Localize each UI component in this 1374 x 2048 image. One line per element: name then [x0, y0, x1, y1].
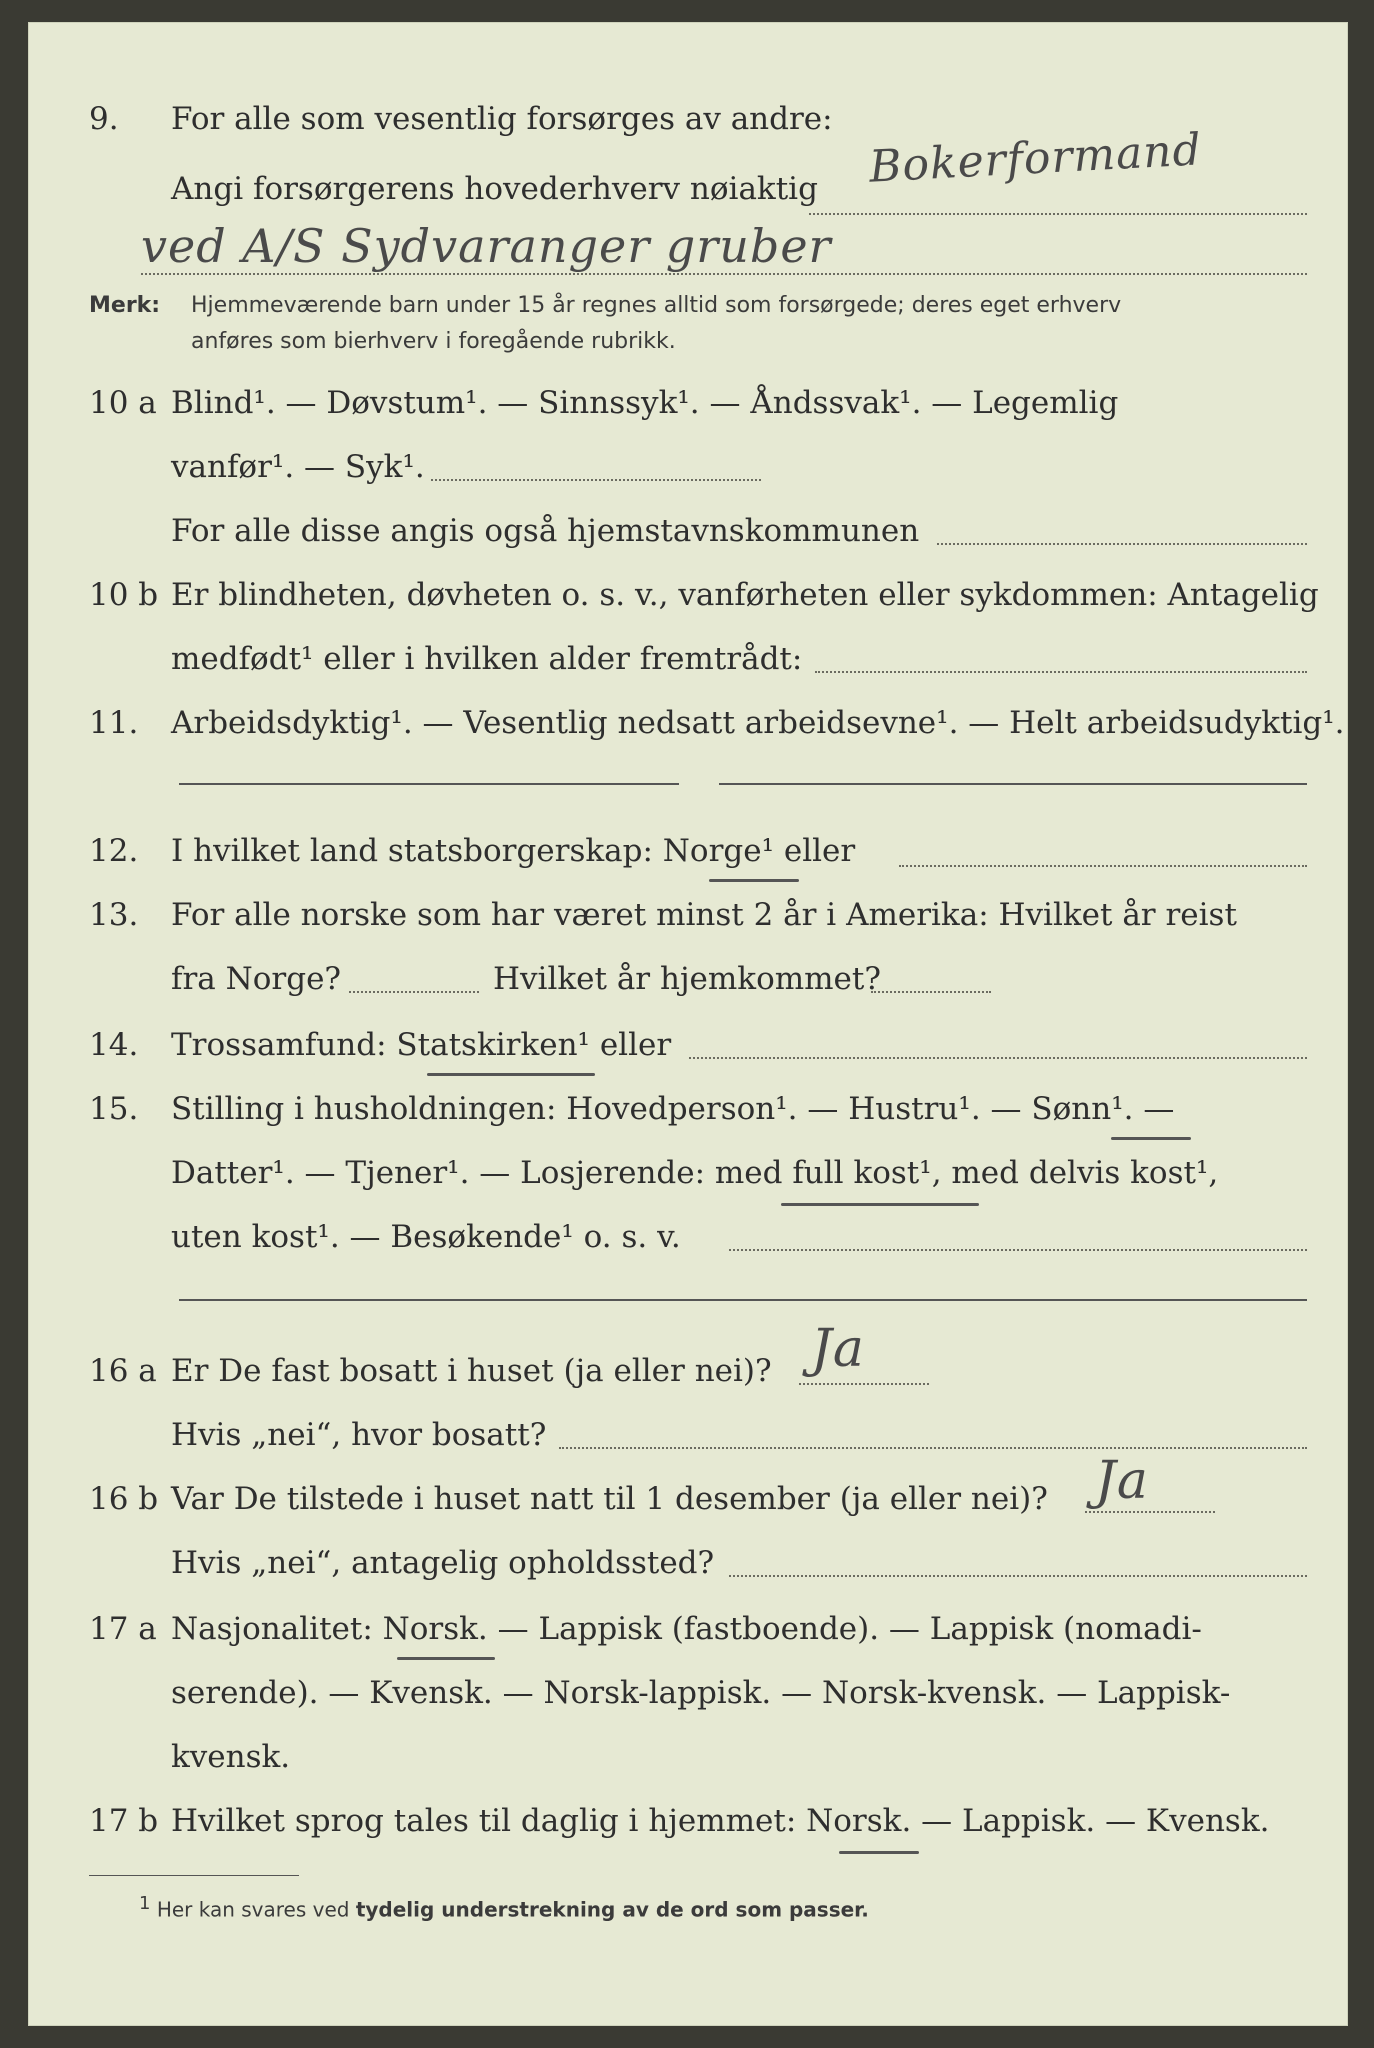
q15-answer-line[interactable]	[729, 1249, 1307, 1251]
q10a-line1: Blind¹. — Døvstum¹. — Sinnssyk¹. — Åndssvak¹. — Legemlig	[171, 385, 1119, 421]
q12-underline-norge	[709, 879, 799, 882]
q12-number: 12.	[89, 833, 139, 869]
q17b-line1: Hvilket sprog tales til daglig i hjemmet: Norsk. — Lappisk. — Kvensk.	[171, 1803, 1270, 1839]
q17a-line1-text: Nasjonalitet: Norsk. — Lappisk (fastboende). — Lappisk (nomadi-	[171, 1611, 1202, 1647]
q13-number: 13.	[89, 897, 139, 933]
q9-number: 9.	[89, 101, 119, 137]
q9-line1: For alle som vesentlig forsørges av andre:	[171, 101, 833, 137]
q16b-handwritten-answer: Ja	[1095, 1451, 1149, 1511]
q13-line2b: Hvilket år hjemkommet?	[493, 961, 881, 997]
q10a-number: 10 a	[89, 385, 157, 421]
q10b-answer-line[interactable]	[815, 671, 1307, 673]
q9-answer-line-2[interactable]	[141, 273, 1307, 275]
merk-line2: anføres som bierhverv i foregående rubrikk.	[191, 329, 676, 354]
q11-divider-left	[179, 783, 679, 785]
q12-line1: I hvilket land statsborgerskap: Norge¹ eller	[171, 833, 856, 869]
q17a-line1	[171, 1611, 1303, 1647]
footnote-mark: 1	[139, 1893, 151, 1914]
q17b-number: 17 b	[89, 1803, 159, 1839]
q17b-underline-norsk	[839, 1851, 919, 1854]
footnote	[139, 1893, 869, 1922]
q17a-line3: kvensk.	[171, 1739, 291, 1775]
q10a-home-municipality-line[interactable]	[937, 543, 1307, 545]
merk-line1: Hjemmeværende barn under 15 år regnes alltid som forsørgede; deres eget erhverv	[191, 293, 1122, 318]
q16b-location-line[interactable]	[729, 1575, 1307, 1577]
q16a-handwritten-answer: Ja	[811, 1319, 865, 1379]
q15-line1	[171, 1091, 1303, 1127]
q13-departure-year-line[interactable]	[349, 991, 479, 993]
q15-underline-med-full-kost	[781, 1203, 979, 1206]
q14-number: 14.	[89, 1027, 139, 1063]
q16b-line1: Var De tilstede i huset natt til 1 desember (ja eller nei)?	[171, 1481, 1048, 1517]
q13-line1: For alle norske som har været minst 2 år i Amerika: Hvilket år reist	[171, 897, 1237, 933]
q15-line1-text: Stilling i husholdningen: Hovedperson¹. — Hustru¹. — Sønn¹. —	[171, 1091, 1175, 1127]
footnote-text-bold: tydelig understrekning av de ord som passer.	[355, 1897, 869, 1922]
q17a-line2	[171, 1675, 1303, 1711]
q13-return-year-line[interactable]	[871, 991, 991, 993]
q11-divider-right	[719, 783, 1307, 785]
merk-label: Merk:	[89, 293, 161, 318]
q16a-residence-line[interactable]	[559, 1447, 1307, 1449]
q10b-number: 10 b	[89, 577, 159, 613]
q16b-answer-line[interactable]	[1085, 1511, 1215, 1513]
q13-line2a: fra Norge?	[171, 961, 342, 997]
q9-handwriting-occupation: Bokerformand	[867, 124, 1203, 193]
q15-divider	[179, 1299, 1307, 1301]
q16a-number: 16 a	[89, 1353, 157, 1389]
q10a-sick-answer-line[interactable]	[431, 479, 761, 481]
q11-line1: Arbeidsdyktig¹. — Vesentlig nedsatt arbeidsevne¹. — Helt arbeidsudyktig¹.	[171, 705, 1345, 741]
q15-underline-sonn	[1111, 1137, 1191, 1140]
q15-line3: uten kost¹. — Besøkende¹ o. s. v.	[171, 1219, 681, 1255]
q14-answer-line[interactable]	[689, 1057, 1307, 1059]
q14-underline-statskirken	[427, 1073, 595, 1076]
footnote-text-plain: Her kan svares ved	[156, 1897, 350, 1922]
q16b-number: 16 b	[89, 1481, 159, 1517]
q9-handwriting-employer: ved A/S Sydvaranger gruber	[141, 219, 832, 273]
q17a-underline-norsk	[397, 1657, 495, 1660]
q9-answer-line-1[interactable]	[809, 213, 1307, 215]
q14-line1: Trossamfund: Statskirken¹ eller	[171, 1027, 672, 1063]
q10a-line2: vanfør¹. — Syk¹.	[171, 449, 425, 485]
q16a-answer-line[interactable]	[799, 1383, 929, 1385]
q15-number: 15.	[89, 1091, 139, 1127]
q10b-line1: Er blindheten, døvheten o. s. v., vanførheten eller sykdommen: Antagelig	[171, 577, 1319, 613]
q16a-line2: Hvis „nei“, hvor bosatt?	[171, 1417, 547, 1453]
q16b-line2: Hvis „nei“, antagelig opholdssted?	[171, 1545, 715, 1581]
q10b-line2: medfødt¹ eller i hvilken alder fremtrådt:	[171, 641, 803, 677]
q12-answer-line[interactable]	[899, 865, 1307, 867]
q9-line2: Angi forsørgerens hovederhverv nøiaktig	[171, 171, 818, 207]
q11-number: 11.	[89, 705, 139, 741]
q17a-line2-text: serende). — Kvensk. — Norsk-lappisk. — Norsk-kvensk. — Lappisk-	[171, 1675, 1231, 1711]
q15-line2: Datter¹. — Tjener¹. — Losjerende: med full kost¹, med delvis kost¹,	[171, 1155, 1219, 1191]
q17a-number: 17 a	[89, 1611, 157, 1647]
q10a-line3: For alle disse angis også hjemstavnskommunen	[171, 513, 920, 549]
census-form-page	[28, 22, 1348, 2026]
q16a-line1: Er De fast bosatt i huset (ja eller nei)?	[171, 1353, 772, 1389]
footnote-divider	[89, 1875, 299, 1876]
